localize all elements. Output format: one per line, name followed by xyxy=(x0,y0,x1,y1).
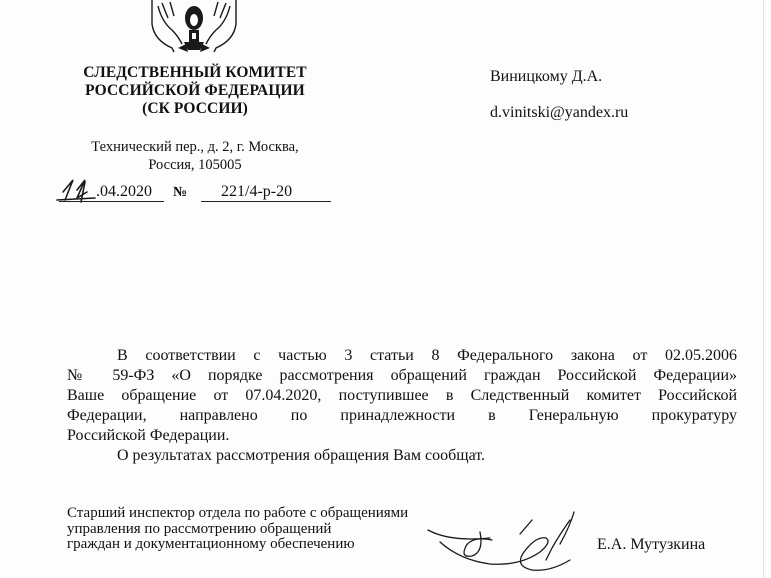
recipient-email: d.vinitski@yandex.ru xyxy=(490,104,629,121)
address-line-1: Технический пер., д. 2, г. Москва, xyxy=(91,139,299,155)
scan-edge xyxy=(763,0,764,578)
organization-name xyxy=(60,64,330,118)
document-number: 221/4-р-20 xyxy=(221,183,293,200)
body-line-3: Ваше обращение от 07.04.2020, поступившее в Следственный комитет Российской xyxy=(67,387,737,404)
organization-address xyxy=(60,138,330,174)
org-line-3: (СК РОССИИ) xyxy=(142,100,248,117)
handwritten-signature xyxy=(420,490,590,578)
number-underline xyxy=(201,201,331,202)
signatory-position xyxy=(67,506,408,553)
body-line-4: Федерации, направлено по принадлежности в Генеральную прокуратуру xyxy=(67,407,737,424)
position-line-2: управления по рассмотрению обращений xyxy=(67,520,332,537)
number-label: № xyxy=(173,185,188,200)
position-line-1: Старший инспектор отдела по работе с обращениями xyxy=(67,505,409,521)
recipient-name: Виницкому Д.А. xyxy=(490,68,603,85)
org-line-1: СЛЕДСТВЕННЫЙ КОМИТЕТ xyxy=(83,64,307,81)
signatory-name: Е.А. Мутузкина xyxy=(597,536,706,553)
coat-of-arms-emblem xyxy=(148,0,240,55)
body-line-5: Российской Федерации. xyxy=(67,427,230,444)
letter-body xyxy=(67,346,737,466)
body-line-2: № 59-ФЗ «О порядке рассмотрения обращений граждан Российской Федерации» xyxy=(67,367,737,384)
org-line-2: РОССИЙСКОЙ ФЕДЕРАЦИИ xyxy=(85,82,305,99)
position-line-3: граждан и документационному обеспечению xyxy=(67,536,355,552)
document-reference xyxy=(55,178,345,208)
body-line-6: О результатах рассмотрения обращения Вам сообщат. xyxy=(117,447,486,464)
body-line-1: В соответствии с частью 3 статьи 8 Федерального закона от 02.05.2006 xyxy=(117,347,737,364)
address-line-2: Россия, 105005 xyxy=(148,157,242,173)
date-underline xyxy=(59,201,164,202)
date-month-year: .04.2020 xyxy=(96,183,152,200)
